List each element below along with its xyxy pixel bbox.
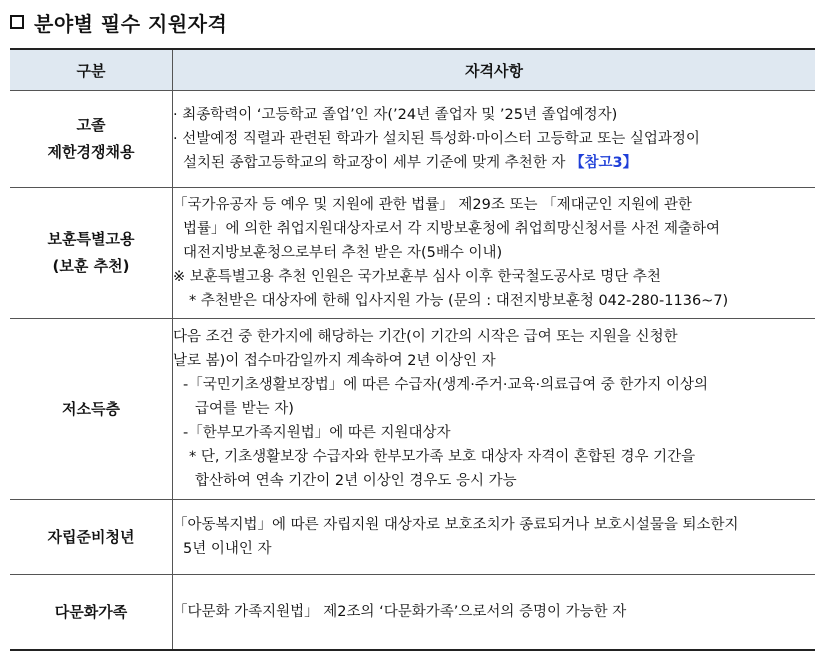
row-category: 저소득층 bbox=[10, 319, 173, 500]
content-line: 「국가유공자 등 예우 및 지원에 관한 법률」 제29조 또는 「제대군인 지원에 관한 bbox=[173, 197, 692, 213]
content-line: 5년 이내인 자 bbox=[183, 541, 272, 557]
row-content bbox=[173, 500, 816, 575]
reference-link: 【참고3】 bbox=[570, 155, 638, 171]
table-row bbox=[10, 319, 815, 500]
content-line: * 단, 기초생활보장 수급자와 한부모가족 보호 대상자 자격이 혼합된 경우 기간을 bbox=[189, 449, 696, 465]
table-row bbox=[10, 575, 815, 651]
section-title bbox=[10, 8, 227, 36]
content-line bbox=[173, 151, 815, 175]
table-row bbox=[10, 500, 815, 575]
content-line: ※ 보훈특별고용 추천 인원은 국가보훈부 심사 이후 한국철도공사로 명단 추천 bbox=[173, 269, 661, 285]
row-category: 고졸 제한경쟁채용 bbox=[10, 91, 173, 188]
content-line: 급여를 받는 자) bbox=[195, 401, 294, 417]
row-content bbox=[173, 188, 816, 319]
header-qualifications: 자격사항 bbox=[173, 49, 816, 91]
row-content bbox=[173, 91, 816, 188]
square-bullet-icon bbox=[10, 15, 24, 29]
content-line: · 최종학력이 ‘고등학교 졸업’인 자(’24년 졸업자 및 ’25년 졸업예정자) bbox=[173, 107, 618, 123]
content-line: * 추천받은 대상자에 한해 입사지원 가능 (문의 : 대전지방보훈청 042-280-1136~7) bbox=[189, 293, 729, 309]
content-line-text: 설치된 종합고등학교의 학교장이 세부 기준에 맞게 추천한 자 bbox=[183, 155, 566, 171]
row-content bbox=[173, 575, 816, 651]
qualifications-table bbox=[10, 48, 815, 651]
row-content bbox=[173, 319, 816, 500]
content-line: 날로 봄)이 접수마감일까지 계속하여 2년 이상인 자 bbox=[173, 353, 496, 369]
content-line: -「한부모가족지원법」에 따른 지원대상자 bbox=[183, 425, 451, 441]
table-header-row bbox=[10, 49, 815, 91]
content-line: 「다문화 가족지원법」 제2조의 ‘다문화가족’으로서의 증명이 가능한 자 bbox=[173, 604, 627, 620]
content-line: 법률」에 의한 취업지원대상자로서 각 지방보훈청에 취업희망신청서를 사전 제출하여 bbox=[183, 221, 721, 237]
content-line: -「국민기초생활보장법」에 따른 수급자(생계·주거·교육·의료급여 중 한가지 이상의 bbox=[183, 377, 708, 393]
content-line: · 선발예정 직렬과 관련된 학과가 설치된 특성화·마이스터 고등학교 또는 실업과정이 bbox=[173, 131, 700, 147]
table-row bbox=[10, 91, 815, 188]
content-line: 대전지방보훈청으로부터 추천 받은 자(5배수 이내) bbox=[183, 245, 503, 261]
header-category: 구분 bbox=[10, 49, 173, 91]
section-title-text: 분야별 필수 지원자격 bbox=[34, 11, 228, 36]
row-category: 보훈특별고용 (보훈 추천) bbox=[10, 188, 173, 319]
content-line: 다음 조건 중 한가지에 해당하는 기간(이 기간의 시작은 급여 또는 지원을 신청한 bbox=[173, 329, 678, 345]
table-row bbox=[10, 188, 815, 319]
row-category: 자립준비청년 bbox=[10, 500, 173, 575]
content-line: 합산하여 연속 기간이 2년 이상인 경우도 응시 가능 bbox=[195, 473, 517, 489]
content-line: 「아동복지법」에 따른 자립지원 대상자로 보호조치가 종료되거나 보호시설물을 퇴소한지 bbox=[173, 517, 739, 533]
row-category: 다문화가족 bbox=[10, 575, 173, 651]
